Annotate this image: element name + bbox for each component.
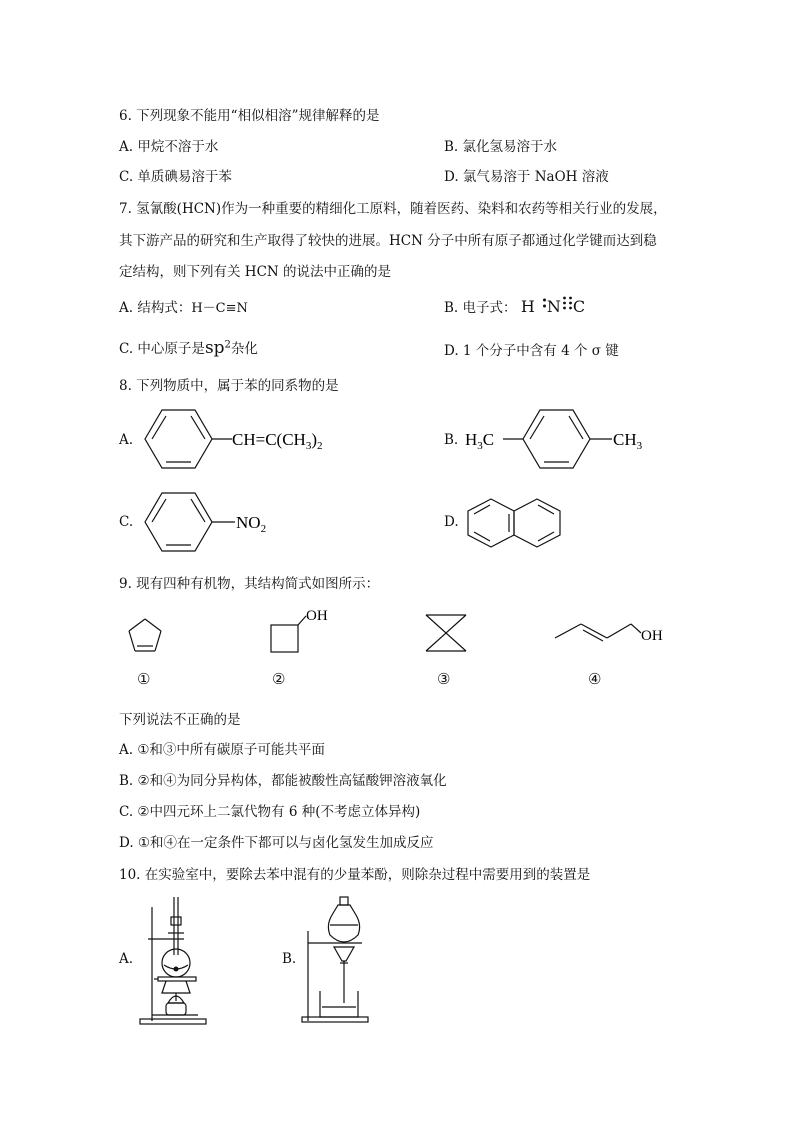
compound-number-1: ①: [137, 670, 151, 688]
hcn-electron-formula: [521, 297, 586, 316]
q8-option-b-label: B.: [444, 432, 459, 448]
svg-text:NO2: $NO_2$: [236, 513, 267, 535]
q9-option-b: B. ②和④为同分异构体，都能被酸性高锰酸钾溶液氧化: [119, 773, 447, 789]
q6-option-b: B. 氯化氢易溶于水: [444, 139, 558, 155]
q10-option-a-label: A.: [119, 951, 134, 967]
q10-separating-funnel-apparatus: [300, 893, 380, 1028]
hcn-structural-formula: H－C≡N: [191, 301, 248, 316]
q6-option-c: C. 单质碘易溶于苯: [119, 169, 232, 185]
compound-4-butenol: [553, 618, 673, 654]
sp-hybrid-superscript: 2: [224, 339, 231, 351]
q7-option-d: D. 1 个分子中含有 4 个 σ 键: [444, 343, 619, 359]
q7-stem-line1: 7. 氢氰酸(HCN)作为一种重要的精细化工原料，随着医药、染料和农药等相关行业的发展，: [119, 201, 667, 217]
q6-option-d: D. 氯气易溶于 NaOH 溶液: [444, 169, 609, 185]
q7-option-a: [119, 296, 248, 316]
svg-text:CH=C(CH3)2: $CH=C(CH_3)_2$: [232, 430, 323, 452]
q7-option-c-label: C. 中心原子是: [119, 341, 205, 357]
q8-option-c-structure: [140, 487, 300, 557]
compound-number-2: ②: [272, 670, 286, 688]
q10-distillation-apparatus: [138, 893, 214, 1028]
q7-stem-line2: 其下游产品的研究和生产取得了较快的进展。HCN 分子中所有原子都通过化学键而达到稳: [119, 233, 657, 249]
q10-stem: 10. 在实验室中，要除去苯中混有的少量苯酚，则除杂过程中需要用到的装置是: [119, 867, 591, 883]
q6-option-a: A. 甲烷不溶于水: [119, 139, 219, 155]
q8-option-b-structure: [465, 404, 665, 474]
q10-option-b-label: B.: [282, 951, 297, 967]
q8-option-d-label: D.: [444, 514, 459, 530]
atom-h: H: [520, 297, 536, 316]
shared-pair-dots: [542, 295, 547, 314]
q8-option-c-label: C.: [119, 514, 134, 530]
q9-ask: 下列说法不正确的是: [119, 712, 241, 728]
compound-2-cyclobutanol: [268, 606, 340, 658]
compound-number-4: ④: [588, 670, 602, 688]
triple-bond-dots: [562, 295, 573, 315]
svg-text:CH3: $CH_3$: [613, 430, 643, 452]
q7-option-c: [119, 337, 258, 358]
q7-option-b: [444, 296, 586, 316]
q7-option-b-label: B. 电子式：: [444, 300, 517, 316]
atom-c: C: [572, 297, 587, 316]
svg-text:OH: OH: [641, 628, 663, 644]
q7-stem-line3: 定结构，则下列有关 HCN 的说法中正确的是: [119, 264, 391, 280]
q6-stem: 6. 下列现象不能用“相似相溶”规律解释的是: [119, 108, 380, 124]
q9-option-d: D. ①和④在一定条件下都可以与卤化氢发生加成反应: [119, 835, 434, 851]
svg-text:OH: OH: [306, 608, 328, 624]
atom-n: N: [546, 297, 562, 316]
q9-option-c: C. ②中四元环上二氯代物有 6 种(不考虑立体异构): [119, 804, 421, 820]
q9-option-a: A. ①和③中所有碳原子可能共平面: [119, 742, 325, 758]
svg-text:H3C: $H_3C$: [465, 430, 495, 452]
compound-number-3: ③: [437, 670, 451, 688]
q7-option-a-label: A. 结构式：: [119, 300, 192, 316]
compound-1-dihydrofuran: [125, 615, 167, 657]
q8-option-d-naphthalene: [466, 497, 566, 549]
svg-text:.: .: [141, 617, 144, 627]
q8-option-a-label: A.: [119, 432, 134, 448]
sp-hybrid: sp: [204, 338, 225, 358]
compound-3-spiropentane: [424, 613, 468, 653]
q8-option-a-structure: [140, 404, 340, 474]
q8-stem: 8. 下列物质中，属于苯的同系物的是: [119, 378, 339, 394]
q7-option-c-tail: 杂化: [230, 341, 258, 357]
q9-stem: 9. 现有四种有机物，其结构简式如图所示：: [119, 576, 380, 592]
